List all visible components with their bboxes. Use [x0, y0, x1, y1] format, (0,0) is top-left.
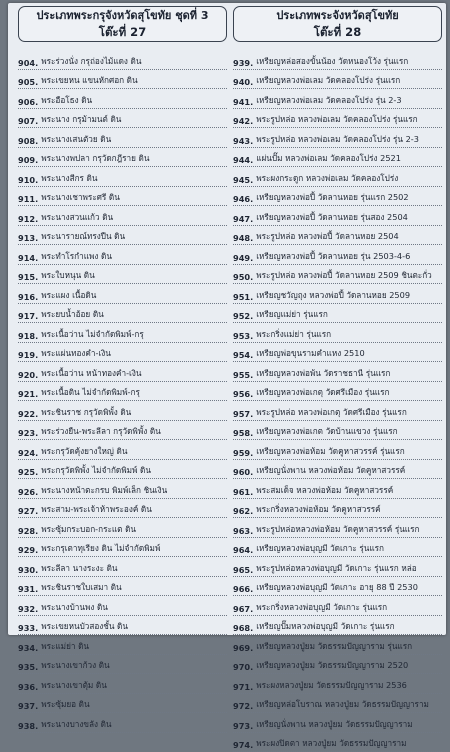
right-column: [233, 6, 442, 631]
item-name: พระลีลา นางระงะ ดิน: [41, 562, 117, 575]
item-name: เหรียญหลวงพ่อเลม วัดคลองโปร่ง รุ่นแรก: [256, 74, 400, 87]
item-number: 958.: [233, 428, 253, 438]
list-item: [18, 440, 227, 460]
item-name: พระซุ้มกระบอก-กระแต ดิน: [41, 523, 136, 536]
list-item: [233, 304, 442, 324]
list-item: [18, 460, 227, 480]
item-name: พระเขยหน แขนหักศอก ดิน: [41, 74, 137, 87]
list-item: [233, 694, 442, 714]
item-number: 953.: [233, 331, 253, 341]
item-number: 925.: [18, 467, 38, 477]
list-item: [233, 674, 442, 694]
item-number: 973.: [233, 721, 253, 731]
item-number: 959.: [233, 448, 253, 458]
list-item: [233, 440, 442, 460]
item-number: 927.: [18, 506, 38, 516]
left-header-category: ประเภทพระกรุจังหวัดสุโขทัย ชุดที่ 3: [36, 7, 208, 24]
list-item: [18, 616, 227, 636]
item-name: พระนางเชาพระศรี ดิน: [41, 191, 120, 204]
item-name: เหรียญนั่งพาน หลวงปู่ยม วัดธรรมปัญญาราม: [256, 718, 412, 731]
list-item: [233, 89, 442, 109]
item-name: เหรียญหลวงปู่ยม วัดธรรมปัญญาราม 2520: [256, 659, 408, 672]
item-number: 906.: [18, 97, 38, 107]
item-name: เหรียญหล่อสองขั้นน้อง วัดหนองโว้ง รุ่นแรก: [256, 55, 408, 68]
item-number: 933.: [18, 623, 38, 633]
list-item: [233, 538, 442, 558]
list-item: [233, 265, 442, 285]
right-header-category: ประเภทพระจังหวัดสุโขทัย: [276, 7, 398, 24]
item-name: เหรียญหล่อโบราณ หลวงปู่ยม วัดธรรมปัญญาราม: [256, 698, 429, 711]
list-item: [233, 167, 442, 187]
item-name: พระกริ่งแม่ย่า รุ่นแรก: [256, 328, 331, 341]
item-name: พระเขยหนบัวสองชั้น ดิน: [41, 620, 128, 633]
item-number: 918.: [18, 331, 38, 341]
list-item: [233, 733, 442, 752]
list-item: [233, 479, 442, 499]
item-name: เหรียญแม่ย่า รุ่นแรก: [256, 308, 328, 321]
item-number: 974.: [233, 740, 253, 750]
item-name: พระแผง เนื้อดิน: [41, 289, 96, 302]
list-item: [233, 713, 442, 733]
list-item: [18, 304, 227, 324]
item-number: 911.: [18, 194, 38, 204]
list-item: [18, 401, 227, 421]
item-name: พระนางเสนตัวย ดิน: [41, 133, 111, 146]
list-item: [233, 499, 442, 519]
list-item: [18, 577, 227, 597]
item-number: 929.: [18, 545, 38, 555]
item-number: 954.: [233, 350, 253, 360]
item-number: 971.: [233, 682, 253, 692]
item-number: 955.: [233, 370, 253, 380]
item-number: 912.: [18, 214, 38, 224]
item-name: พระนางเขาตุ้ม ดิน: [41, 679, 107, 692]
left-header-table: โต๊ะที่ 27: [99, 24, 146, 41]
list-item: [233, 187, 442, 207]
list-item: [18, 70, 227, 90]
item-name: พระนางสีกร ดิน: [41, 172, 97, 185]
item-number: 942.: [233, 116, 253, 126]
item-name: พระรูปหล่อ หลวงพ่อปี้ วัดลานหอย 2509 ชินตะกั่ว: [256, 269, 432, 282]
item-number: 946.: [233, 194, 253, 204]
item-number: 960.: [233, 467, 253, 477]
item-name: พระทำโรกำแพง ดิน: [41, 250, 112, 263]
item-number: 967.: [233, 604, 253, 614]
list-item: [233, 557, 442, 577]
item-name: พระนางบางขลัง ดิน: [41, 718, 111, 731]
item-name: พระใบหนุน ดิน: [41, 269, 95, 282]
item-number: 961.: [233, 487, 253, 497]
item-number: 913.: [18, 233, 38, 243]
item-number: 938.: [18, 721, 38, 731]
item-name: พระเนื้อดิน ไม่จำกัดพิมพ์-กรุ: [41, 386, 140, 399]
item-number: 915.: [18, 272, 38, 282]
list-item: [233, 577, 442, 597]
item-number: 917.: [18, 311, 38, 321]
list-item: [18, 343, 227, 363]
item-number: 943.: [233, 136, 253, 146]
item-name: เหรียญหลวงพ่อปี้ วัดลานหอย รุ่น 2503-4-6: [256, 250, 410, 263]
left-column: [18, 6, 227, 631]
item-name: พระนางสวนแก้ว ดิน: [41, 211, 113, 224]
item-number: 945.: [233, 175, 253, 185]
list-item: [233, 421, 442, 441]
item-name: เหรียญหลวงพ่อเกต วัดบ้านแขวง รุ่นแรก: [256, 425, 397, 438]
item-number: 944.: [233, 155, 253, 165]
item-name: เหรียญหลวงพ่อห้อม วัดคูหาสวรรค์ รุ่นแรก: [256, 445, 405, 458]
item-name: พระแผ่นทองคำ-เงิน: [41, 347, 111, 360]
right-item-list: [233, 50, 442, 752]
item-number: 951.: [233, 292, 253, 302]
item-name: พระรูปหล่อ หลวงพ่อเลม วัดคลองโปร่ง รุ่น 2-3: [256, 133, 419, 146]
item-name: เหรียญชวัญถุง หลวงพ่อปี้ วัดลานหอย 2509: [256, 289, 410, 302]
list-item: [233, 401, 442, 421]
item-number: 904.: [18, 58, 38, 68]
item-number: 952.: [233, 311, 253, 321]
item-name: พระกริ่งหลวงพ่อห้อม วัดคูหาสวรรค์: [256, 503, 380, 516]
item-number: 947.: [233, 214, 253, 224]
list-item: [18, 167, 227, 187]
left-header-box: [18, 6, 227, 42]
list-item: [233, 362, 442, 382]
item-name: เหรียญหลวงพ่อปี้ วัดลานหอย รุ่นสอง 2504: [256, 211, 408, 224]
item-name: เหรียญพ่อขุนรามคำแหง 2510: [256, 347, 364, 360]
item-name: พระซุ้มยอ ดิน: [41, 698, 89, 711]
list-item: [233, 343, 442, 363]
item-number: 968.: [233, 623, 253, 633]
document-page: [8, 3, 446, 635]
list-item: [18, 518, 227, 538]
list-item: [18, 538, 227, 558]
item-name: พระรูปหล่อหลวงพ่อบุญมี วัดเกาะ รุ่นแรก หล่อ: [256, 562, 416, 575]
item-name: พระนางหน้าตะกรบ พิมพ์เล็ก ชินเงิน: [41, 484, 167, 497]
list-item: [233, 382, 442, 402]
item-number: 936.: [18, 682, 38, 692]
item-number: 910.: [18, 175, 38, 185]
item-number: 956.: [233, 389, 253, 399]
item-number: 931.: [18, 584, 38, 594]
list-item: [18, 187, 227, 207]
list-item: [233, 655, 442, 675]
item-number: 972.: [233, 701, 253, 711]
item-name: เหรียญหลวงพ่อบุญมี วัดเกาะ รุ่นแรก: [256, 542, 384, 555]
left-item-list: [18, 50, 227, 733]
list-item: [18, 694, 227, 714]
list-item: [233, 460, 442, 480]
item-name: เหรียญหลวงพ่อบุญมี วัดเกาะ อายุ 88 ปี 2530: [256, 581, 418, 594]
item-number: 905.: [18, 77, 38, 87]
item-number: 909.: [18, 155, 38, 165]
right-header-table: โต๊ะที่ 28: [314, 24, 361, 41]
list-item: [18, 557, 227, 577]
item-name: พระนางเขาก้วง ดิน: [41, 659, 109, 672]
list-item: [233, 109, 442, 129]
item-number: 920.: [18, 370, 38, 380]
item-number: 928.: [18, 526, 38, 536]
item-number: 966.: [233, 584, 253, 594]
item-number: 934.: [18, 643, 38, 653]
list-item: [18, 50, 227, 70]
list-item: [233, 284, 442, 304]
item-name: พระสาม-พระเจ้าห้าพระองค์ ดิน: [41, 503, 152, 516]
list-item: [18, 421, 227, 441]
item-name: พระร่วงนั่ง กรุถ่องไม้แดง ดิน: [41, 55, 141, 68]
list-item: [18, 499, 227, 519]
list-item: [18, 362, 227, 382]
item-number: 949.: [233, 253, 253, 263]
item-name: แผ่นปั๊ม หลวงพ่อเลม วัดคลองโปร่ง 2521: [256, 152, 401, 165]
item-name: เหรียญปั๊มหลวงพ่อบุญมี วัดเกาะ รุ่นแรก: [256, 620, 394, 633]
list-item: [18, 245, 227, 265]
item-name: พระเนื้อว่าน หน้าทองคำ-เงิน: [41, 367, 141, 380]
item-number: 922.: [18, 409, 38, 419]
item-name: พระรูปหล่อหลวงพ่อห้อม วัดคูหาสวรรค์ รุ่นแรก: [256, 523, 419, 536]
item-number: 935.: [18, 662, 38, 672]
item-number: 941.: [233, 97, 253, 107]
item-number: 970.: [233, 662, 253, 672]
list-item: [18, 265, 227, 285]
list-item: [18, 323, 227, 343]
list-item: [18, 109, 227, 129]
item-name: พระสมเด็จ หลวงพ่อห้อม วัดคูหาสวรรค์: [256, 484, 393, 497]
list-item: [18, 226, 227, 246]
item-name: พระนารายณ์ทรงปืน ดิน: [41, 230, 125, 243]
item-number: 957.: [233, 409, 253, 419]
item-number: 924.: [18, 448, 38, 458]
list-item: [233, 245, 442, 265]
item-name: พระผงหลวงปู่ยม วัดธรรมปัญญาราม 2536: [256, 679, 407, 692]
item-number: 923.: [18, 428, 38, 438]
item-name: พระแม่ย่า ดิน: [41, 640, 89, 653]
item-name: พระกริ่งหลวงพ่อบุญมี วัดเกาะ รุ่นแรก: [256, 601, 387, 614]
list-item: [18, 713, 227, 733]
item-number: 948.: [233, 233, 253, 243]
item-number: 932.: [18, 604, 38, 614]
item-name: เหรียญหลวงปู่ยม วัดธรรมปัญญาราม รุ่นแรก: [256, 640, 412, 653]
list-item: [18, 674, 227, 694]
item-number: 950.: [233, 272, 253, 282]
item-name: พระนางพปลา กรุวัดกฎีราย ดิน: [41, 152, 149, 165]
item-number: 914.: [18, 253, 38, 263]
item-name: พระผงปิดตา หลวงปู่ยม วัดธรรมปัญญาราม: [256, 737, 406, 750]
list-item: [18, 655, 227, 675]
item-number: 919.: [18, 350, 38, 360]
list-item: [18, 596, 227, 616]
list-item: [18, 284, 227, 304]
list-item: [18, 128, 227, 148]
item-name: พระรูปหล่อ หลวงพ่อเลม วัดคลองโปร่ง รุ่นแรก: [256, 113, 417, 126]
list-item: [233, 635, 442, 655]
item-name: เหรียญนั่งพาน หลวงพ่อห้อม วัดคูหาสวรรค์: [256, 464, 405, 477]
item-name: พระกรุเตาทุเรียง ดิน ไม่จำกัดพิมพ์: [41, 542, 160, 555]
list-item: [233, 206, 442, 226]
item-name: พระนางบ้านพง ดิน: [41, 601, 108, 614]
right-header-box: [233, 6, 442, 42]
item-name: พระนาง กรุม้ามนต์ ดิน: [41, 113, 121, 126]
item-name: พระชินราชใบเสมา ดิน: [41, 581, 121, 594]
list-item: [233, 50, 442, 70]
item-number: 926.: [18, 487, 38, 497]
item-number: 939.: [233, 58, 253, 68]
item-name: พระกรุวัดพิพั้ง ไม่จำกัดพิมพ์ ดิน: [41, 464, 151, 477]
list-item: [18, 89, 227, 109]
item-number: 907.: [18, 116, 38, 126]
item-number: 969.: [233, 643, 253, 653]
item-number: 940.: [233, 77, 253, 87]
item-number: 930.: [18, 565, 38, 575]
item-number: 937.: [18, 701, 38, 711]
list-item: [233, 518, 442, 538]
list-item: [233, 323, 442, 343]
list-item: [18, 382, 227, 402]
item-name: พระเนื้อว่าน ไม่จำกัดพิมพ์-กรุ: [41, 328, 144, 341]
list-item: [18, 479, 227, 499]
item-name: พระรูปหล่อ หลวงพ่อปี้ วัดลานหอย 2504: [256, 230, 399, 243]
item-number: 964.: [233, 545, 253, 555]
item-name: เหรียญหลวงพ่อพ้น วัดราชธานี รุ่นแรก: [256, 367, 390, 380]
list-item: [233, 128, 442, 148]
item-number: 921.: [18, 389, 38, 399]
item-name: พระชินราช กรุวัดพิพั้ง ดิน: [41, 406, 131, 419]
item-name: เหรียญหลวงพ่อเกตุ วัดศรีเมือง รุ่นแรก: [256, 386, 389, 399]
list-item: [233, 226, 442, 246]
item-number: 963.: [233, 526, 253, 536]
item-number: 908.: [18, 136, 38, 146]
item-number: 962.: [233, 506, 253, 516]
list-item: [233, 70, 442, 90]
list-item: [233, 616, 442, 636]
item-name: พระรูปหล่อ หลวงพ่อเกตุ วัดศรีเมือง รุ่นแรก: [256, 406, 407, 419]
item-name: พระอือโธง ดิน: [41, 94, 92, 107]
list-item: [18, 635, 227, 655]
item-name: พระร่วงยืน-พระลีลา กรุวัดพิพั้ง ดิน: [41, 425, 161, 438]
item-name: พระผงกระดูก หลวงพ่อเลม วัดคลองโปร่ง: [256, 172, 398, 185]
list-item: [233, 596, 442, 616]
item-number: 965.: [233, 565, 253, 575]
item-name: เหรียญหลวงพ่อเลม วัดคลองโปร่ง รุ่น 2-3: [256, 94, 401, 107]
list-item: [18, 206, 227, 226]
list-item: [233, 148, 442, 168]
item-name: เหรียญหลวงพ่อปี้ วัดลานหอย รุ่นแรก 2502: [256, 191, 408, 204]
item-name: พระยบน้ำอ้อย ดิน: [41, 308, 104, 321]
item-name: พระกรุวัดคุ้งยางใหญ่ ดิน: [41, 445, 127, 458]
item-number: 916.: [18, 292, 38, 302]
list-item: [18, 148, 227, 168]
